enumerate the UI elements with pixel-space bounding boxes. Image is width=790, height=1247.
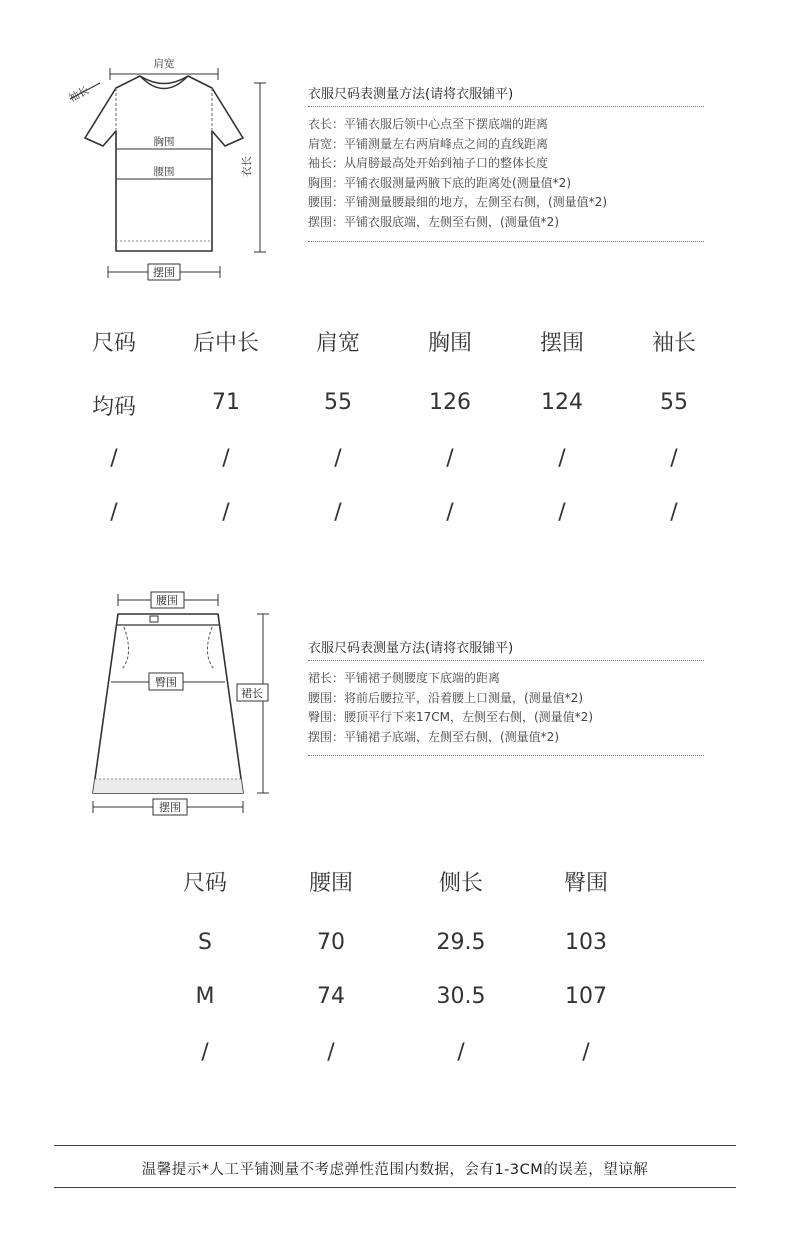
hip-label: 臀围	[155, 676, 177, 689]
table-cell: /	[334, 500, 342, 525]
table-cell: 29.5	[436, 930, 486, 955]
skirt-illustration	[80, 585, 280, 825]
table-cell: /	[327, 1040, 335, 1065]
tshirt-illustration	[60, 45, 300, 285]
length-label: 裙长	[241, 687, 263, 700]
table-cell: /	[457, 1040, 465, 1065]
header-cell: 尺码	[91, 331, 136, 356]
notice-top-rule	[54, 1145, 736, 1146]
waist-label: 腰围	[153, 166, 175, 178]
header-cell: 摆围	[539, 331, 584, 356]
method-line-hem: 摆围：平铺裙子底端，左侧至右侧，(测量值*2)	[308, 729, 559, 744]
table-cell: /	[670, 500, 678, 525]
table-cell: 55	[660, 390, 688, 415]
chest-label: 胸围	[153, 136, 175, 148]
header-cell: 侧长	[438, 871, 483, 896]
waist-label: 腰围	[156, 594, 178, 607]
skirt-diagram	[80, 585, 280, 825]
table-cell: 103	[565, 930, 607, 955]
notice-text: 温馨提示*人工平铺测量不考虑弹性范围内数据，会有1-3CM的误差，望谅解	[141, 1162, 649, 1178]
method-line-shoulder: 肩宽：平铺测量左右两肩峰点之间的直线距离	[308, 136, 549, 151]
table-cell: 55	[324, 390, 352, 415]
table-cell: 70	[317, 930, 345, 955]
table-cell: 71	[212, 390, 240, 415]
table-cell: 30.5	[436, 984, 486, 1009]
table-cell: /	[222, 446, 230, 471]
method-line-length: 裙长：平铺裙子侧腰度下底端的距离	[308, 671, 501, 685]
hem-label: 摆围	[153, 266, 175, 279]
hem-label: 摆围	[159, 801, 181, 814]
method-line-sleeve: 袖长：从肩膀最高处开始到袖子口的整体长度	[308, 156, 549, 171]
header-cell: 尺码	[182, 871, 227, 896]
method-line-hem: 摆围：平铺衣服底端，左侧至右侧，(测量值*2)	[308, 214, 559, 229]
table-cell: 107	[565, 984, 607, 1009]
table-cell: /	[582, 1040, 590, 1065]
header-cell: 后中长	[192, 331, 259, 356]
table-cell: /	[110, 446, 118, 471]
table-cell: M	[195, 984, 215, 1009]
method-title: 衣服尺码表测量方法(请将衣服铺平)	[308, 87, 514, 102]
tshirt-diagram	[60, 45, 300, 285]
table-cell: S	[198, 930, 212, 955]
table-cell: 124	[541, 390, 583, 415]
table-cell: /	[446, 446, 454, 471]
header-cell: 肩宽	[315, 331, 360, 356]
table-cell: /	[558, 500, 566, 525]
method-line-hip: 臀围：腰顶平行下来17CM，左侧至右侧，(测量值*2)	[308, 710, 594, 725]
method-line-chest: 胸围：平铺衣服测量两腋下底的距离处(测量值*2)	[308, 175, 571, 190]
dotted-divider	[308, 755, 704, 756]
notice-bottom-rule	[54, 1187, 736, 1188]
table-cell: /	[110, 500, 118, 525]
table-cell: /	[446, 500, 454, 525]
header-cell: 胸围	[427, 331, 472, 356]
dotted-divider	[308, 241, 704, 242]
method-line-waist: 腰围：平铺测量腰最细的地方，左侧至右侧，(测量值*2)	[308, 195, 608, 210]
table-cell: 126	[429, 390, 471, 415]
table-cell: /	[201, 1040, 209, 1065]
table-cell: 74	[317, 984, 345, 1009]
length-label: 衣长	[241, 156, 253, 177]
table-cell: /	[558, 446, 566, 471]
sleeve-label: 袖长	[67, 84, 92, 105]
header-cell: 腰围	[308, 871, 353, 896]
skirt-measure-method	[308, 638, 704, 756]
tshirt-measure-method	[308, 84, 704, 242]
method-title: 衣服尺码表测量方法(请将衣服铺平)	[308, 641, 514, 656]
table-cell: /	[334, 446, 342, 471]
table-cell: /	[222, 500, 230, 525]
method-line-length: 衣长：平铺衣服后领中心点至下摆底端的距离	[308, 117, 549, 131]
table-cell: /	[670, 446, 678, 471]
header-cell: 袖长	[651, 331, 696, 356]
table-cell: 均码	[91, 395, 136, 420]
header-cell: 臀围	[563, 871, 608, 896]
method-line-waist: 腰围：将前后腰拉平，沿着腰上口测量，(测量值*2)	[308, 690, 583, 705]
shoulder-label: 肩宽	[153, 58, 175, 70]
